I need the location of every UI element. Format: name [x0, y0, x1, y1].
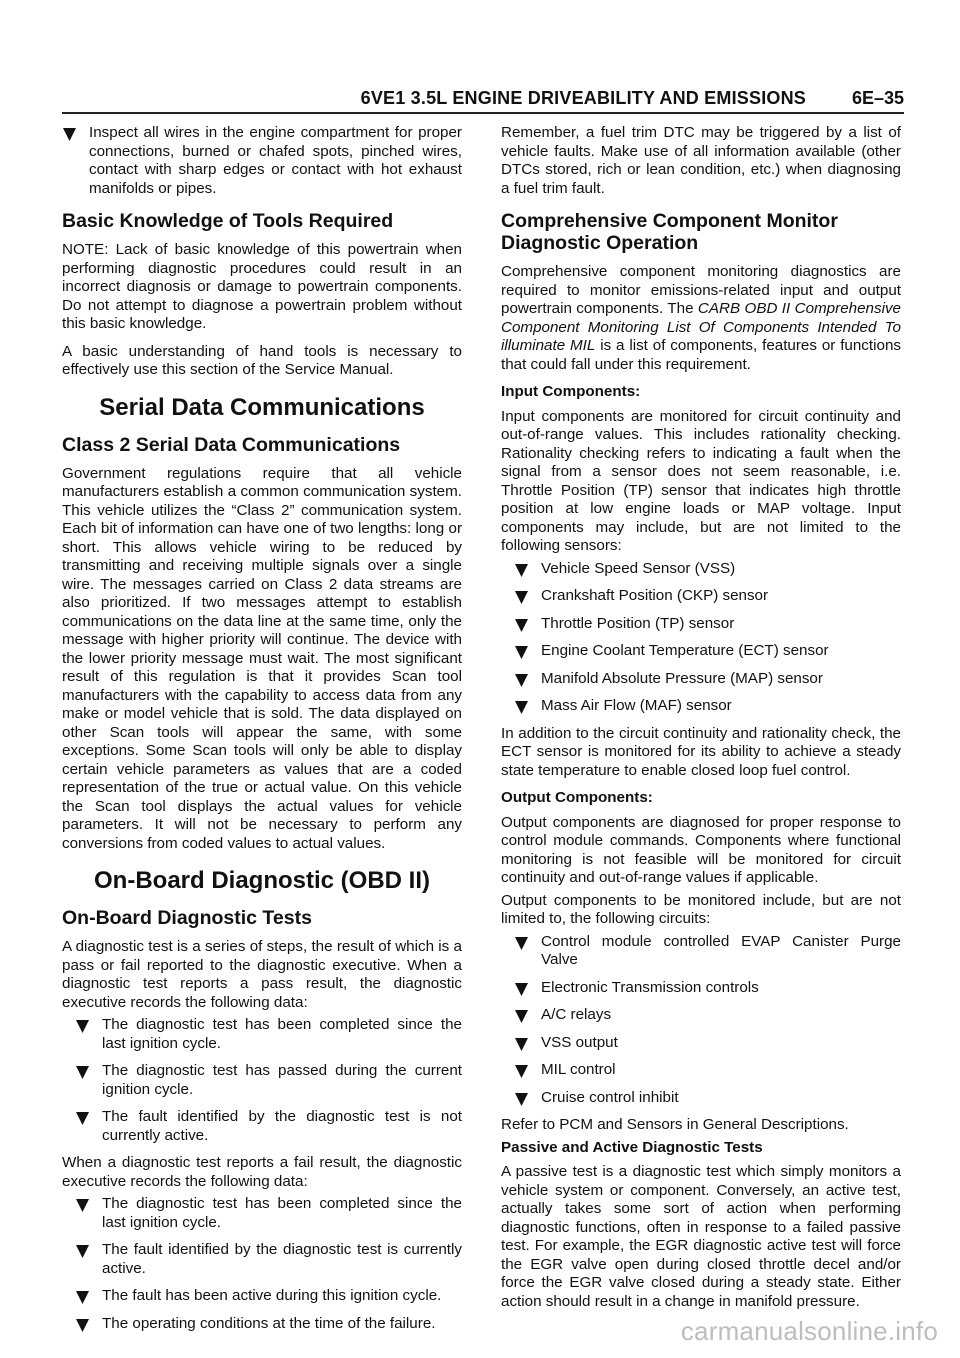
triangle-down-icon [514, 982, 529, 997]
bullet-item [514, 1034, 901, 1053]
triangle-down-icon [75, 1198, 90, 1213]
triangle-down-icon [514, 700, 529, 715]
bullet-item [514, 1089, 901, 1108]
triangle-down-icon [75, 1290, 90, 1305]
bullet-item [514, 933, 901, 970]
bullet-text: The fault identified by the diagnostic test is currently active. [102, 1241, 462, 1277]
bullet-text: The fault identified by the diagnostic test is not currently active. [102, 1108, 462, 1144]
bullet-item [75, 1315, 462, 1334]
heading-class2: Class 2 Serial Data Communications [62, 433, 401, 456]
remember-paragraph: Remember, a fuel trim DTC may be triggered by a list of vehicle faults. Make use of all information available (other DTCs stored, rich or lean condition, etc.) when diagnosing a fuel trim fault. [501, 124, 901, 197]
left-column [62, 124, 462, 1342]
bullet-item [75, 1287, 462, 1306]
triangle-down-icon [514, 1092, 529, 1107]
triangle-down-icon [514, 1009, 529, 1024]
heading-ccm: Comprehensive Component Monitor Diagnostic Operation [501, 210, 838, 254]
page-header [62, 88, 904, 112]
heading-diagnostic-tests: On-Board Diagnostic Tests [62, 907, 312, 929]
ect-paragraph: In addition to the circuit continuity and rationality check, the ECT sensor is monitored for its ability to achieve a steady state temperature to enable closed loop fuel control. [501, 724, 901, 779]
bullet-item [514, 615, 901, 634]
heading-tools: Basic Knowledge of Tools Required [62, 210, 394, 232]
triangle-down-icon [514, 590, 529, 605]
bullet-item [514, 697, 901, 716]
bullet-text: Manifold Absolute Pressure (MAP) sensor [541, 669, 823, 687]
bullet-text: The diagnostic test has passed during the current ignition cycle. [102, 1062, 462, 1098]
bullet-item [514, 979, 901, 998]
bullet-text: Cruise control inhibit [541, 1088, 679, 1106]
bullet-text: Electronic Transmission controls [541, 978, 759, 996]
output-paragraph-2: Output components to be monitored include, but are not limited to, the following circuits: [501, 891, 901, 927]
bullet-text: Inspect all wires in the engine compartment for proper connections, burned or chafed spots, pinched wires, contact with sharp edges or contact with hot exhaust manifolds or pipes. [89, 124, 462, 197]
bullet-text: VSS output [541, 1033, 618, 1051]
tests-paragraph: A diagnostic test is a series of steps, the result of which is a pass or fail reported to the diagnostic executive. When a diagnostic test reports a pass result, the diagnostic executive records the following data: [62, 938, 462, 1011]
watermark: carmanualsonline.info [680, 1316, 938, 1346]
bullet-item [514, 560, 901, 579]
right-column [501, 124, 901, 1320]
bullet-text: The diagnostic test has been completed since the last ignition cycle. [102, 1195, 462, 1231]
output-paragraph: Output components are diagnosed for proper response to control module commands. Components where functional monitoring is not feasible will be monitored for circuit continuity and out-of-range values if applicable. [501, 813, 901, 886]
heading-output-components: Output Components: [501, 789, 653, 806]
bullet-item [75, 1108, 462, 1145]
triangle-down-icon [75, 1111, 90, 1126]
fail-paragraph: When a diagnostic test reports a fail result, the diagnostic executive records the following data: [62, 1154, 462, 1190]
bullet-item [514, 1006, 901, 1025]
bullet-text: The operating conditions at the time of the failure. [102, 1314, 436, 1332]
triangle-down-icon [514, 618, 529, 633]
heading-serial-data: Serial Data Communications [99, 393, 425, 421]
triangle-down-icon [514, 936, 529, 951]
ccm-text-a: Comprehensive component monitoring diagnostics are required to monitor emissions-related input and output powertrain components. The [501, 263, 901, 317]
class2-paragraph: Government regulations require that all vehicle manufacturers establish a common communication system. This vehicle utilizes the “Class 2” communication system. Each bit of information can have one of two lengths: long or short. This allows vehicle wiring to be reduced by transmitting and receiving multiple signals over a single wire. The messages carried on Class 2 data streams are also prioritized. If two messages attempt to establish communications on the data line at the same time, only the message with higher priority will continue. The device with the lower priority message must wait. The most significant result of this regulation is that it provides Scan tool manufacturers with the capability to access data from any make or model vehicle that is sold. The data displayed on other Scan tools will appear the same, with some exceptions. Some Scan tools will only be able to display certain vehicle parameters as values that are a coded representation of the true or actual value. On this vehicle the Scan tool displays the actual values for vehicle parameters. It will not be necessary to perform any conversions from coded values to actual values. [62, 464, 462, 852]
input-paragraph: Input components are monitored for circuit continuity and out-of-range values. This includes rationality checking. Rationality checking refers to indicating a fault when the signal from a sensor does not seem reasonable, i.e. Throttle Position (TP) sensor that indicates high throttle position at low engine loads or MAP voltage. Input components may include, but are not limited to the following sensors: [501, 407, 901, 554]
handtools-paragraph: A basic understanding of hand tools is necessary to effectively use this section of the Service Manual. [62, 342, 462, 378]
heading-input-components: Input Components: [501, 383, 641, 400]
triangle-down-icon [75, 1318, 90, 1333]
passive-paragraph: A passive test is a diagnostic test which simply monitors a vehicle system or component. Conversely, an active test, actually takes some sort of action when performing diagnostic functions, often in response to a failed passive test. For example, the EGR diagnostic active test will force the EGR valve open during closed throttle decel and/or force the EGR valve closed during a steady state. Either action should result in a change in manifold pressure. [501, 1163, 901, 1310]
bullet-item [514, 670, 901, 689]
ccm-text-b: is a list of components, features or functions that could fall under this requirement. [501, 337, 901, 373]
triangle-down-icon [514, 673, 529, 688]
triangle-down-icon [514, 563, 529, 578]
triangle-down-icon [514, 645, 529, 660]
bullet-item [514, 642, 901, 661]
bullet-item [62, 124, 462, 198]
bullet-item [75, 1195, 462, 1232]
header-title: 6VE1 3.5L ENGINE DRIVEABILITY AND EMISSIONS [360, 88, 806, 108]
bullet-item [514, 587, 901, 606]
refer-paragraph: Refer to PCM and Sensors in General Descriptions. [501, 1116, 849, 1133]
bullet-text: Control module controlled EVAP Canister Purge Valve [541, 932, 901, 968]
ccm-text-italic: CARB OBD II Comprehensive Component Monitoring List Of Components Intended To illuminate MIL [501, 300, 901, 354]
header-rule [62, 112, 904, 114]
bullet-text: MIL control [541, 1061, 616, 1078]
triangle-down-icon [62, 127, 77, 142]
triangle-down-icon [75, 1244, 90, 1259]
triangle-down-icon [514, 1064, 529, 1079]
bullet-item [75, 1062, 462, 1099]
triangle-down-icon [75, 1019, 90, 1034]
triangle-down-icon [75, 1065, 90, 1080]
bullet-item [75, 1016, 462, 1053]
bullet-item [514, 1061, 901, 1080]
bullet-text: Crankshaft Position (CKP) sensor [541, 587, 769, 604]
heading-obd: On-Board Diagnostic (OBD II) [94, 867, 430, 894]
bullet-text: Engine Coolant Temperature (ECT) sensor [541, 642, 829, 659]
triangle-down-icon [514, 1037, 529, 1052]
bullet-text: The diagnostic test has been completed since the last ignition cycle. [102, 1016, 462, 1052]
page-number: 6E–35 [851, 88, 904, 108]
bullet-text: A/C relays [541, 1006, 612, 1023]
bullet-text: Mass Air Flow (MAF) sensor [541, 697, 732, 714]
heading-passive-active: Passive and Active Diagnostic Tests [501, 1138, 763, 1156]
bullet-text: Throttle Position (TP) sensor [541, 614, 735, 632]
bullet-text: Vehicle Speed Sensor (VSS) [541, 559, 736, 577]
bullet-item [75, 1241, 462, 1278]
note-paragraph: NOTE: Lack of basic knowledge of this powertrain when performing diagnostic procedures could result in an incorrect diagnosis or damage to powertrain components. Do not attempt to diagnose a powertrain problem without this basic knowledge. [62, 241, 462, 332]
ccm-paragraph [501, 263, 901, 374]
bullet-text: The fault has been active during this ignition cycle. [102, 1287, 442, 1304]
